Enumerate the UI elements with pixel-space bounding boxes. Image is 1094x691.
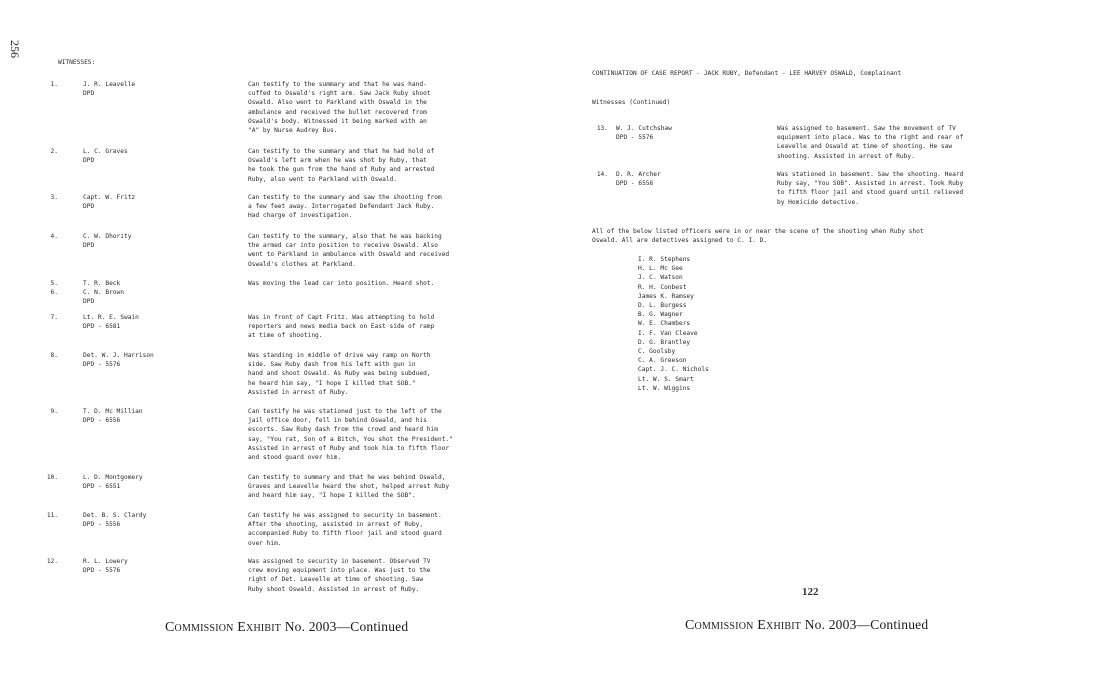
witness-number: 2. — [50, 148, 58, 155]
witness-testimony: Was standing in middle of drive way ramp on North side. Saw Ruby dash from his left with gun in hand and shoot Oswald. As Ruby was being subdued, he heard him say, "I hope I killed that SOB." Assisted in arrest of Ruby. — [248, 352, 431, 396]
right-caption — [685, 617, 928, 634]
witness-testimony: Can testify to the summary, also that he was backing the armed car into position to receive Oswald. Also went to Parkland in ambulance with Oswald and received Oswald's clothes at Parkland. — [248, 233, 450, 268]
continuation-header: CONTINUATION OF CASE REPORT - JACK RUBY, Defendant - LEE HARVEY OSWALD, Complainant — [592, 70, 902, 77]
left-caption-rest: No. 2003—Continued — [284, 619, 409, 634]
witness-testimony: Can testify to the summary and saw the shooting from a few feet away. Interrogated Defendant Jack Ruby. Had charge of investigation. — [248, 194, 442, 220]
witness-name: D. R. Archer DPD - 6556 — [616, 171, 661, 188]
officer-name: D. G. Brantley — [638, 338, 691, 346]
officer-name: W. E. Chambers — [638, 320, 691, 328]
officer-name: Lt. W. Wiggins — [638, 384, 691, 392]
officer-name: Lt. W. S. Smart — [638, 375, 694, 383]
witness-testimony: Can testify he was stationed just to the left of the jail office door, fell in behind Oswald, and his escorts. Saw Ruby dash from the crowd and heard him say, "You rat, Son of a Bitch, You shot the President." Assisted in arrest of Ruby and took him to fifth floor and stood guard over him. — [248, 408, 453, 462]
witness-testimony: Can testify to the summary and that he had hold of Oswald's left arm when he was shot by Ruby, that he took the gun from the hand of Ruby and arrested Ruby, also went to Parkland with Oswald. — [248, 148, 435, 183]
officer-name: James K. Ramsey — [638, 292, 694, 300]
witness-number: 4. — [50, 233, 58, 240]
page-number-vertical: 256 — [8, 40, 22, 58]
witness-name: J. R. Leavelle DPD — [83, 81, 136, 98]
officer-name: H. L. Mc Gee — [638, 265, 683, 273]
witness-name: T. R. Beck C. N. Brown DPD — [83, 280, 124, 306]
witness-name: Lt. R. E. Swain DPD - 6581 — [83, 314, 139, 331]
witness-name: L. D. Montgomery DPD - 6551 — [83, 474, 143, 491]
witness-number: 8. — [50, 352, 58, 359]
right-page-number: 122 — [802, 586, 819, 598]
witness-name: R. L. Lowery DPD - 5576 — [83, 558, 128, 575]
officer-name: C. Goolsby — [638, 348, 676, 356]
witness-name: C. W. Dhority DPD — [83, 233, 132, 250]
witness-number: 3. — [50, 194, 58, 201]
witness-testimony: Was assigned to basement. Saw the movement of TV equipment into place. Was to the right and rear of Leavelle and Oswald at time of shooting. He saw shooting. Assisted in arrest of Ruby. — [777, 125, 964, 160]
witness-testimony: Was assigned to security in basement. Observed TV crew moving equipment into place. Was just to the right of Det. Leavelle at time of shooting. Saw Ruby shoot Oswald. Assisted in arrest of Ruby. — [248, 558, 431, 593]
witness-name: Det. W. J. Harrison DPD - 5576 — [83, 352, 154, 369]
witness-name: Det. B. S. Clardy DPD - 5556 — [83, 512, 147, 529]
right-caption-prefix: Commission Exhibit — [685, 618, 802, 633]
officer-list — [638, 255, 709, 393]
witness-name: L. C. Graves DPD — [83, 148, 128, 165]
officer-name: R. H. Conbest — [638, 283, 687, 291]
officer-name: I. R. Stephens — [638, 256, 691, 263]
witness-number: 14. — [596, 171, 608, 178]
left-caption — [165, 619, 408, 636]
witness-name: W. J. Cutchshaw DPD - 5576 — [616, 125, 672, 142]
left-caption-prefix: Commission Exhibit — [165, 620, 282, 635]
witness-testimony: Can testify to summary and that he was behind Oswald, Graves and Leavelle heard the shot, helped arrest Ruby and heard him say, "I hope I killed the SOB". — [248, 474, 450, 500]
officer-name: J. C. Watson — [638, 274, 683, 282]
witness-testimony: Can testify to the summary and that he was hand- cuffed to Oswald's right arm. Saw Jack Ruby shoot Oswald. Also went to Parkland with Oswald in the ambulance and received the bullet recovered from Oswald's body. Witnessed it being marked with an "A" by Nurse Audrey Bus. — [248, 81, 431, 135]
witness-name: T. D. Mc Millian DPD - 6556 — [83, 408, 143, 425]
witnesses-heading: WITNESSES: — [58, 59, 96, 66]
witness-testimony: Was moving the lead car into position. Heard shot. — [248, 280, 435, 287]
officer-name: C. A. Greeson — [638, 357, 687, 365]
officer-name: I. F. Van Cleave — [638, 329, 698, 337]
officer-name: B. G. Wagner — [638, 311, 683, 319]
witness-number: 13. — [596, 125, 608, 132]
officer-name: D. L. Burgess — [638, 302, 687, 310]
witness-number: 5. 6. — [50, 280, 58, 297]
officer-name: Capt. J. C. Nichols — [638, 366, 709, 374]
witness-number: 7. — [50, 314, 58, 321]
witness-number: 1. — [50, 81, 58, 88]
witness-number: 11. — [46, 512, 58, 519]
officers-intro: All of the below listed officers were in or near the scene of the shooting when Ruby shot Oswald. All are detectives assigned to C. I. D. — [592, 228, 924, 245]
right-caption-rest: No. 2003—Continued — [804, 617, 929, 632]
witness-testimony: Can testify he was assigned to security in basement. After the shooting, assisted in arrest of Ruby, accompanied Ruby to fifth floor jail and stood guard over him. — [248, 512, 442, 547]
witness-testimony: Was stationed in basement. Saw the shooting. Heard Ruby say, "You SOB". Assisted in arrest. Took Ruby to fifth floor jail and stood guard until relieved by Homicide detective. — [777, 171, 964, 206]
witness-number: 10. — [46, 474, 58, 481]
witness-number: 12. — [46, 558, 58, 565]
witness-name: Capt. W. Fritz DPD — [83, 194, 136, 211]
witness-number: 9. — [50, 408, 58, 415]
witnesses-continued-heading: Witnesses (Continued) — [592, 99, 671, 106]
witness-testimony: Was in front of Capt Fritz. Was attempting to hold reporters and news media back on East side of ramp at time of shooting. — [248, 314, 435, 340]
